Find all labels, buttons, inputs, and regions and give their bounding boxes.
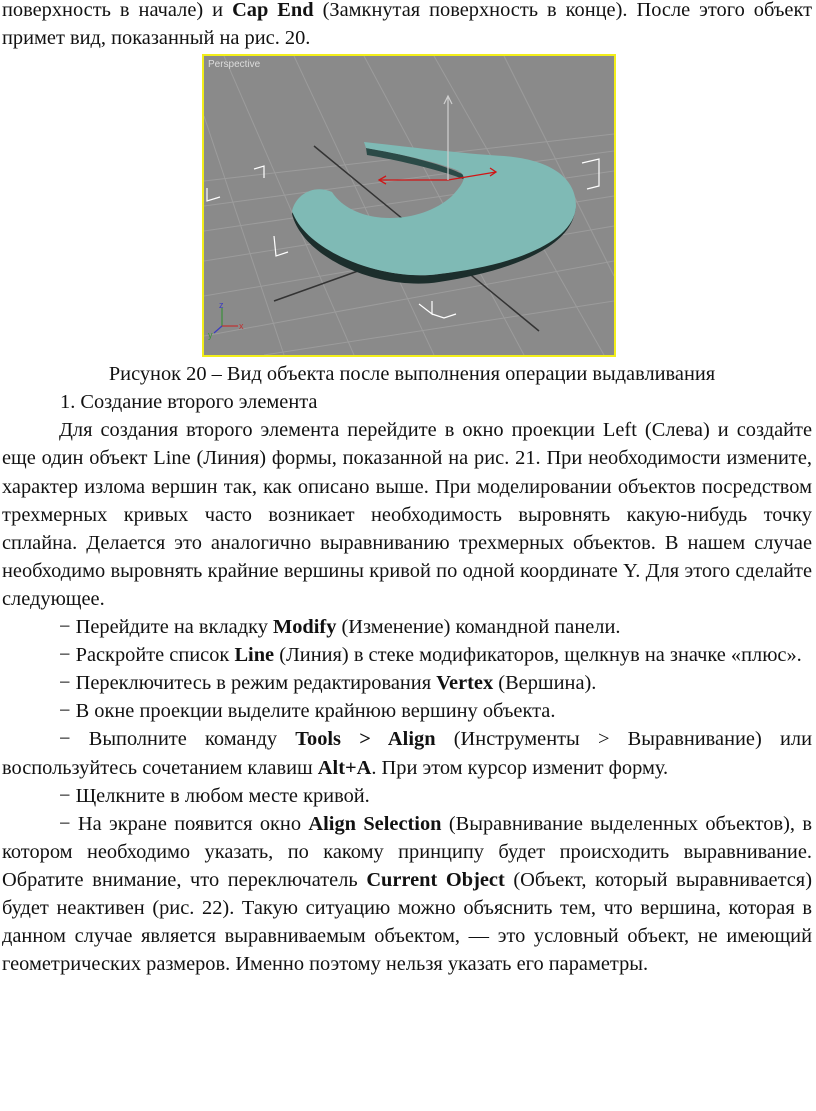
step-item — [2, 613, 812, 641]
step-text: − Переключитесь в режим редактирования — [59, 672, 437, 695]
step-text: (Выравнивание выделенных объектов), в котором необходимо указать, по какому принципу будет происходить выравнивание. Обратите внимание, что переключатель — [2, 812, 812, 891]
step-bold: Modify — [272, 616, 337, 639]
viewport-scene — [204, 56, 614, 355]
tripod-y-label: y — [208, 330, 213, 341]
step-text: (Вершина). — [493, 672, 597, 695]
tripod-z-label: z — [219, 300, 224, 311]
step-text: − Щелкните в любом месте кривой. — [59, 784, 370, 807]
intro-text-2: (Замкнутая поверхность в конце). После этого объект примет вид, показанный на рис. 20. — [2, 0, 812, 50]
step-bold: Vertex — [436, 672, 494, 695]
step-bold: Tools > Align — [295, 728, 436, 751]
step-item — [2, 641, 812, 669]
step-text: (Изменение) командной панели. — [336, 616, 621, 639]
step-text: (Объект, который выравнивается) будет неактивен (рис. 22). Такую ситуацию можно объяснить тем, что вершина, которая в данном случае является выравниваемым объектом, — это условный объект, не имеющий геометрических размеров. Именно поэтому нельзя указать его параметры. — [2, 868, 812, 976]
figure-20 — [202, 54, 616, 357]
body-paragraph: Для создания второго элемента перейдите в окно проекции Left (Слева) и создайте еще один объект Line (Линия) формы, показанной на рис. 21. При необходимости измените, характер излома вершин так, как описано выше. При моделировании объектов посредством трехмерных кривых часто возникает необходимость выровнять какую-нибудь точку сплайна. Делается это аналогично выравниванию трехмерных объектов. В нашем случае необходимо выровнять крайние вершины кривой по одной координате Y. Для этого сделайте следующее. — [2, 419, 812, 610]
step-text: (Инструменты > Выравнивание) или воспользуйтесь сочетанием клавиш — [2, 728, 812, 779]
step-item — [2, 725, 812, 781]
step-item — [2, 782, 812, 810]
step-text: − В окне проекции выделите крайнюю вершину объекта. — [59, 700, 556, 723]
tripod-x-label: x — [239, 321, 244, 332]
section-heading: 1. Создание второго элемента — [60, 391, 318, 414]
step-item — [2, 810, 812, 979]
tripod-y-line — [214, 326, 222, 333]
step-item — [2, 697, 812, 725]
perspective-viewport — [202, 54, 616, 357]
step-bold: Line — [234, 644, 275, 667]
viewport-label[interactable]: Perspective — [208, 59, 261, 71]
step-bold: Align Selection — [308, 812, 442, 835]
step-bold: Alt+A — [317, 756, 372, 779]
step-text: − На экране появится окно — [59, 812, 309, 835]
step-text: . При этом курсор изменит форму. — [371, 756, 669, 779]
step-text: − Перейдите на вкладку — [59, 616, 273, 639]
step-text: (Линия) в стеке модификаторов, щелкнув на значке «плюс». — [274, 644, 802, 667]
step-text: − Раскройте список — [59, 644, 235, 667]
intro-bold-cap-end: Cap End — [232, 0, 314, 21]
step-bold: Current Object — [366, 868, 505, 891]
intro-text-1: поверхность в начале) и — [2, 0, 233, 21]
step-item — [2, 669, 812, 697]
figure-caption: Рисунок 20 – Вид объекта после выполнения операции выдавливания — [108, 363, 716, 386]
step-text: − Выполните команду — [59, 728, 296, 751]
intro-paragraph — [2, 0, 812, 52]
